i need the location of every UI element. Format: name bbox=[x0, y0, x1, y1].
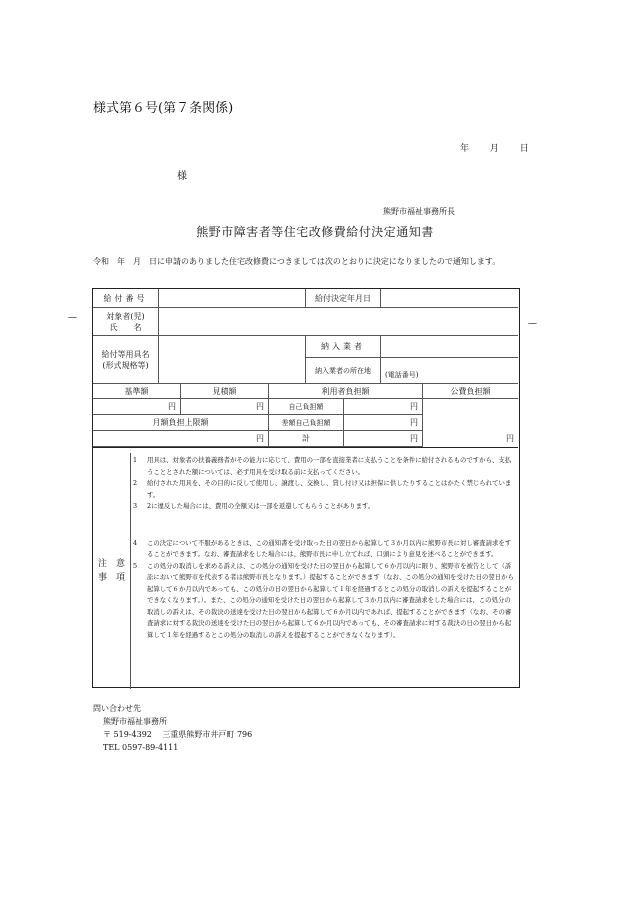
contact-tel: TEL 0597-89-4111 bbox=[103, 743, 179, 752]
vendor-label: 納入業者 bbox=[306, 336, 381, 358]
self-burden-field[interactable] bbox=[344, 399, 423, 415]
estimate-field[interactable] bbox=[181, 399, 269, 415]
recipient-suffix: 様 bbox=[177, 171, 187, 182]
vendor-address-field[interactable] bbox=[381, 358, 518, 384]
note-number: 4 bbox=[133, 538, 138, 547]
note-text: この決定について不服があるときは、この通知書を受け取った日の翌日から起算して３か月以内に熊野市長に対し審査請求をすることができます。なお、審査請求をした場合には、熊野市長に申し立てれば、口頭により意見を述べることができます。 bbox=[147, 538, 512, 558]
note-text: 用具は、対象者の扶養義務者がその能力に応じて、費用の一部を直接業者に支払うことを条件に給付されるものですから、支払うこととされた額については、必ず用具を受け取る前に支払ってください。 bbox=[147, 456, 512, 476]
base-amount-field[interactable] bbox=[93, 399, 181, 415]
note-text: この処分の取消しを求める訴えは、この処分の通知を受けた日の翌日から起算して６か月以内に限り、熊野市を被告として（訴訟において熊野市を代表する者は熊野市長となります。）提起することができます（なお、この処分の通知を受けた日の翌日から起算して６か月以内であっても、この処分の日の翌日から起算して１年を経過するとこの処分の取消しの訴えを提起することができなくなります。）。また、この処分の通知を受けた日の翌日から起算して３か月以内に審査請求をした場合には、この処分の取消しの訴えは、その裁決の送達を受けた日の翌日から起算して６か月以内であれば、提起することができます（なお、その審査請求に対する裁決の送達を受けた日の翌日から起算して６か月以内であっても、その審査請求に対する裁決の日の翌日から起算して１年を経過するとこの処分の取消しの訴えを提起することができなくなります）。 bbox=[147, 561, 514, 639]
yen-label: 円 bbox=[410, 418, 418, 427]
note-number: 5 bbox=[133, 561, 138, 570]
public-burden-field[interactable] bbox=[423, 399, 518, 447]
total-field[interactable] bbox=[344, 431, 423, 447]
form-table bbox=[92, 288, 520, 688]
payment-number-field[interactable] bbox=[159, 289, 306, 308]
name-text: 氏 名 bbox=[109, 322, 142, 332]
intro-text: 令和 年 月 日に申請のありました住宅改修費につきましては次のとおりに決定になりましたので通知します。 bbox=[93, 257, 501, 266]
product-name-field[interactable] bbox=[159, 336, 306, 384]
yen-label: 円 bbox=[410, 434, 418, 443]
product-name-label bbox=[93, 336, 159, 384]
notes-divider bbox=[93, 447, 518, 448]
decision-date-label: 給付決定年月日 bbox=[306, 289, 381, 308]
yen-label: 円 bbox=[256, 434, 264, 443]
note-item bbox=[133, 455, 517, 478]
decision-date-field[interactable] bbox=[381, 289, 518, 308]
vendor-address-label: 納入業者の所在地 bbox=[306, 358, 381, 384]
user-burden-header: 利用者負担額 bbox=[269, 384, 423, 399]
issuer: 熊野市福祉事務所長 bbox=[383, 207, 455, 216]
contact-office: 熊野市福祉事務所 bbox=[103, 717, 167, 726]
contact-address: 〒 519-4392 三重県熊野市井戸町 796 bbox=[103, 730, 253, 739]
note-number: 3 bbox=[133, 502, 138, 510]
monthly-cap-field[interactable] bbox=[93, 431, 269, 447]
yen-label: 円 bbox=[168, 402, 176, 411]
public-burden-header: 公費負担額 bbox=[423, 384, 518, 399]
base-amount-header: 基準額 bbox=[93, 384, 181, 399]
date-line: 年 月 日 bbox=[460, 144, 529, 154]
contact-block bbox=[93, 702, 252, 754]
vendor-field[interactable] bbox=[381, 336, 518, 358]
note-item bbox=[133, 478, 517, 501]
notes-label bbox=[93, 453, 131, 689]
notes-label-line1: 注 意 bbox=[97, 559, 125, 569]
subject-person-label bbox=[93, 308, 159, 336]
note-item bbox=[133, 501, 517, 513]
notes-gap bbox=[133, 513, 517, 538]
estimate-header: 見積額 bbox=[181, 384, 269, 399]
form-number: 様式第６号(第７条関係) bbox=[93, 101, 234, 116]
yen-label: 円 bbox=[256, 402, 264, 411]
left-margin-mark: — bbox=[68, 313, 77, 323]
total-label: 計 bbox=[269, 431, 344, 447]
notes-label-line2: 事 項 bbox=[97, 573, 125, 583]
yen-label: 円 bbox=[410, 402, 418, 411]
contact-heading: 問い合わせ先 bbox=[93, 704, 141, 713]
note-text: 給付された用具を、その目的に反して使用し、譲渡し、交換し、貸し付け又は担保に供したりすることはかたく禁じられています。 bbox=[147, 479, 512, 499]
note-text: 2に違反した場合には、費用の全額又は一部を返還してもらうことがあります。 bbox=[147, 502, 375, 510]
diff-self-burden-field[interactable] bbox=[344, 415, 423, 431]
notes-body bbox=[133, 455, 517, 641]
diff-self-burden-label: 差額自己負担額 bbox=[269, 415, 344, 431]
yen-label: 円 bbox=[506, 434, 514, 443]
subject-person-field[interactable] bbox=[159, 308, 518, 336]
monthly-cap-label: 月額負担上限額 bbox=[93, 415, 269, 431]
subject-person-text: 対象者(児) bbox=[106, 311, 145, 321]
document-title: 熊野市障害者等住宅改修費給付決定通知書 bbox=[196, 225, 434, 239]
note-item bbox=[133, 538, 517, 561]
self-burden-label: 自己負担額 bbox=[269, 399, 344, 415]
right-margin-mark: — bbox=[528, 319, 537, 329]
product-name-text: 給付等用具名 bbox=[101, 349, 150, 359]
payment-number-label: 給付番号 bbox=[93, 289, 159, 308]
product-spec-text: (形式規格等) bbox=[102, 360, 149, 370]
note-item bbox=[133, 561, 517, 642]
note-number: 1 bbox=[133, 456, 138, 464]
phone-label: (電話番号) bbox=[385, 371, 419, 379]
note-number: 2 bbox=[133, 479, 138, 487]
